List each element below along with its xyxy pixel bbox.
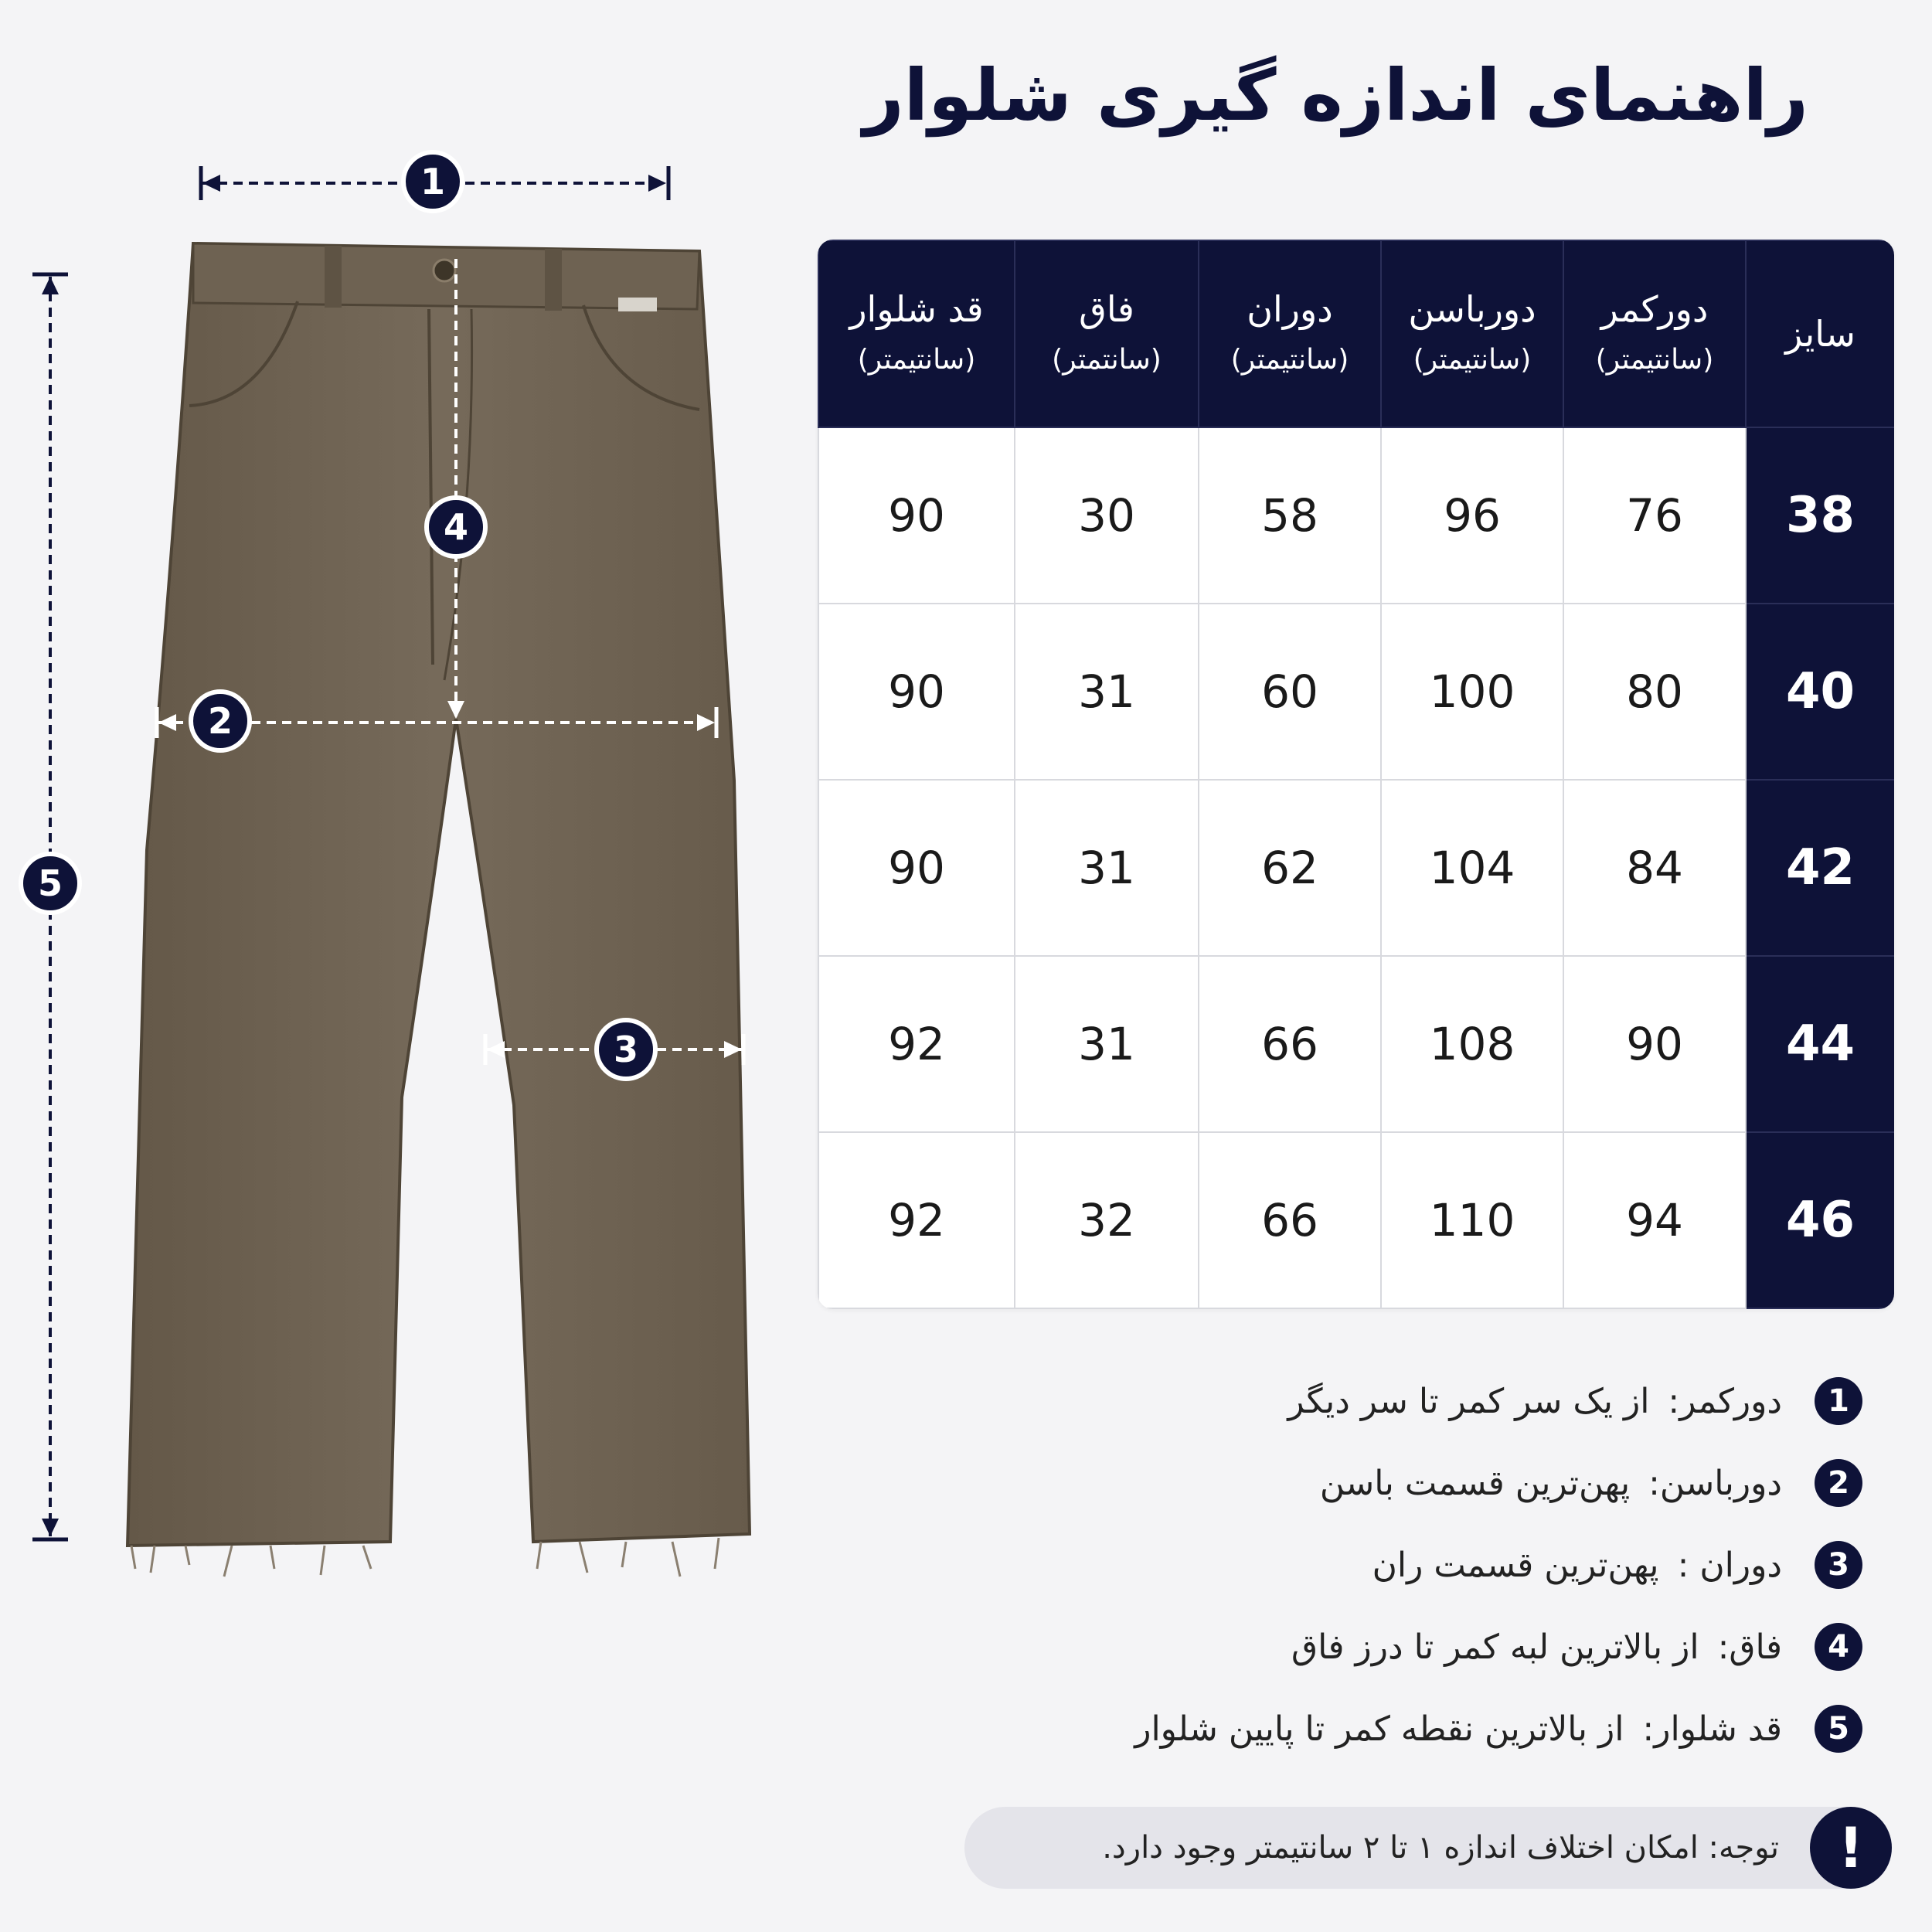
legend-number: 2	[1815, 1459, 1862, 1507]
cell-hip: 104	[1381, 780, 1563, 956]
legend-item	[858, 1360, 1862, 1442]
legend-item	[858, 1524, 1862, 1606]
cell-hip: 100	[1381, 604, 1563, 780]
cell-length: 90	[818, 780, 1015, 956]
cell-waist: 94	[1563, 1132, 1746, 1308]
cell-hip: 96	[1381, 427, 1563, 604]
header-hip: دورباسن (سانتیمتر)	[1381, 240, 1563, 427]
size-table	[818, 240, 1894, 1309]
cell-size: 40	[1746, 604, 1894, 780]
cell-rise: 32	[1015, 1132, 1199, 1308]
svg-text:4: 4	[443, 506, 469, 548]
pants-illustration	[0, 131, 788, 1600]
svg-text:2: 2	[207, 700, 233, 742]
legend-number: 3	[1815, 1541, 1862, 1589]
table-header-row	[818, 240, 1894, 427]
table-row	[818, 780, 1894, 956]
cell-size: 46	[1746, 1132, 1894, 1308]
legend-item	[858, 1442, 1862, 1524]
legend-term: دوران :	[1677, 1545, 1782, 1585]
legend-number: 5	[1815, 1705, 1862, 1753]
cell-hip: 108	[1381, 956, 1563, 1132]
marker-2	[191, 692, 250, 750]
header-thigh: دوران (سانتیمتر)	[1199, 240, 1381, 427]
note-banner	[964, 1807, 1892, 1889]
cell-thigh: 58	[1199, 427, 1381, 604]
cell-rise: 31	[1015, 780, 1199, 956]
exclamation-icon: !	[1810, 1807, 1892, 1889]
header-waist: دورکمر (سانتیمتر)	[1563, 240, 1746, 427]
cell-length: 92	[818, 956, 1015, 1132]
legend-term: قد شلوار:	[1642, 1709, 1782, 1749]
svg-text:1: 1	[420, 161, 446, 202]
button-icon	[434, 260, 455, 281]
cell-rise: 31	[1015, 956, 1199, 1132]
table-row	[818, 427, 1894, 604]
cell-length: 92	[818, 1132, 1015, 1308]
cell-thigh: 60	[1199, 604, 1381, 780]
cell-size: 42	[1746, 780, 1894, 956]
page-title: راهنمای اندازه گیری شلوار	[862, 54, 1808, 137]
marker-5	[21, 854, 80, 913]
marker-1	[403, 152, 462, 211]
cell-waist: 90	[1563, 956, 1746, 1132]
legend-term: دورکمر:	[1668, 1381, 1782, 1421]
cell-thigh: 66	[1199, 956, 1381, 1132]
cell-length: 90	[818, 604, 1015, 780]
cell-waist: 76	[1563, 427, 1746, 604]
svg-text:5: 5	[37, 862, 63, 904]
legend-term: فاق:	[1717, 1627, 1782, 1667]
cell-waist: 80	[1563, 604, 1746, 780]
header-size: سایز	[1746, 240, 1894, 427]
cell-thigh: 66	[1199, 1132, 1381, 1308]
legend-term: دورباسن:	[1648, 1463, 1782, 1503]
legend-desc: از یک سر کمر تا سر دیگر	[1287, 1381, 1650, 1421]
cell-thigh: 62	[1199, 780, 1381, 956]
cell-size: 38	[1746, 427, 1894, 604]
table-row	[818, 604, 1894, 780]
marker-3	[597, 1020, 655, 1079]
header-rise: فاق (سانتمتر)	[1015, 240, 1199, 427]
cell-rise: 30	[1015, 427, 1199, 604]
svg-text:3: 3	[613, 1029, 639, 1070]
legend-item	[858, 1688, 1862, 1770]
cell-size: 44	[1746, 956, 1894, 1132]
legend-number: 1	[1815, 1377, 1862, 1425]
marker-4	[427, 498, 485, 556]
legend-desc: پهن‌ترین قسمت ران	[1372, 1545, 1659, 1585]
legend-desc: از بالاترین لبه کمر تا درز فاق	[1291, 1627, 1699, 1667]
cell-length: 90	[818, 427, 1015, 604]
cell-waist: 84	[1563, 780, 1746, 956]
measurement-legend	[858, 1360, 1862, 1770]
pants-shape	[128, 243, 750, 1546]
note-text: توجه: امکان اختلاف اندازه ۱ تا ۲ سانتیمتر وجود دارد.	[1102, 1830, 1779, 1866]
legend-item	[858, 1606, 1862, 1688]
legend-number: 4	[1815, 1623, 1862, 1671]
legend-desc: پهن‌ترین قسمت باسن	[1319, 1463, 1631, 1503]
header-length: قد شلوار (سانتیمتر)	[818, 240, 1015, 427]
table-row	[818, 1132, 1894, 1308]
table-row	[818, 956, 1894, 1132]
cell-hip: 110	[1381, 1132, 1563, 1308]
legend-desc: از بالاترین نقطه کمر تا پایین شلوار	[1134, 1709, 1624, 1749]
cell-rise: 31	[1015, 604, 1199, 780]
